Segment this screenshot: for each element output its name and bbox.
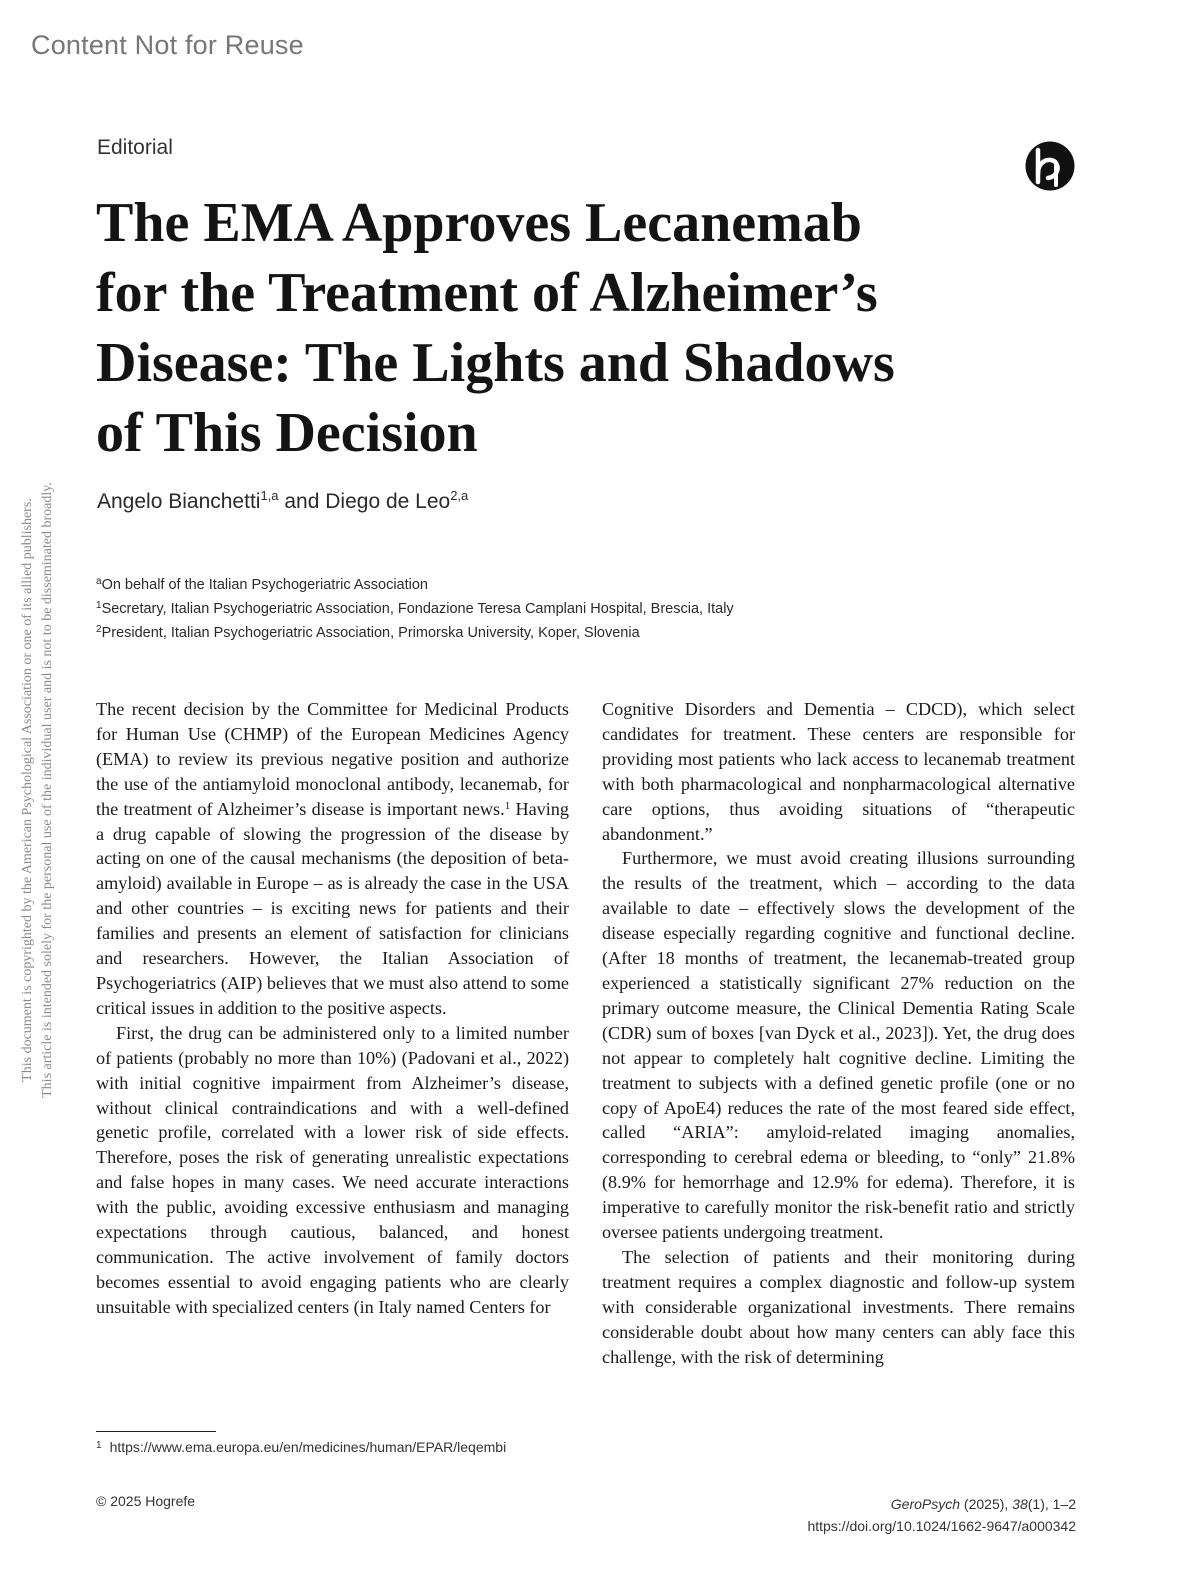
article-type-label: Editorial — [97, 136, 173, 159]
authors-joiner: and — [284, 490, 320, 513]
affiliation-mark: 1 — [96, 600, 102, 611]
body-column-right — [602, 697, 1075, 1369]
copyright-footer: © 2025 Hogrefe — [96, 1493, 196, 1509]
side-notice-line-1: This document is copyrighted by the American Psychological Association or one of its allied publishers. — [20, 498, 35, 1082]
title-line: for the Treatment of Alzheimer’s — [96, 262, 878, 324]
author-name: Angelo Bianchetti — [97, 490, 261, 513]
author-list — [97, 490, 468, 514]
journal-citation — [807, 1493, 1076, 1515]
content-not-for-reuse-watermark: Content Not for Reuse — [31, 30, 304, 60]
footnote-reference[interactable]: 1 — [504, 799, 511, 812]
affiliation-text: President, Italian Psychogeriatric Association, Primorska University, Koper, Slovenia — [101, 625, 640, 641]
doi-link[interactable]: https://doi.org/10.1024/1662-9647/a000342 — [807, 1518, 1076, 1534]
side-notice-line-2: This article is intended solely for the personal use of the individual user and is not to be disseminated broadly. — [40, 482, 55, 1098]
side-copyright-notice — [18, 482, 58, 1098]
footnote-link[interactable]: https://www.ema.europa.eu/en/medicines/human/EPAR/leqembi — [109, 1439, 507, 1455]
body-paragraph: Furthermore, we must avoid creating illusions surrounding the results of the treatment, which – according to the data available to date – effectively slows the development of the disease especially regarding cognitive and functional decline. (After 18 months of treatment, the lecanemab-treated group experienced a statistically significant 27% reduction on the primary outcome measure, the Clinical Dementia Rating Scale (CDR) sum of boxes [van Dyck et al., 2023]). Yet, the drug does not appear to completely halt cognitive decline. Limiting the treatment to subjects with a defined genetic profile (one or no copy of ApoE4) reduces the rate of the most feared side effect, called “ARIA”: amyloid-related imaging anomalies, corresponding to cerebral edema or bleeding, to “only” 21.8% (8.9% for hemorrhage and 12.9% for edema). Therefore, it is imperative to carefully monitor the risk-benefit ratio and strictly oversee patients undergoing treatment. — [602, 848, 1075, 1243]
footnote — [96, 1439, 506, 1455]
body-paragraph — [96, 697, 569, 1021]
affiliation-text: On behalf of the Italian Psychogeriatric Association — [101, 577, 428, 593]
journal-issue-pages: (1), 1–2 — [1027, 1496, 1076, 1512]
title-line: The EMA Approves Lecanemab — [96, 192, 862, 254]
article-title — [96, 188, 1056, 468]
journal-volume: 38 — [1012, 1496, 1028, 1512]
citation-footer — [807, 1493, 1076, 1537]
paragraph-text: Having a drug capable of slowing the progression of the disease by acting on one of the causal mechanisms (the deposition of beta-amyloid) available in Europe – as is already the case in the USA and other countries – is exciting news for patients and their families and presents an element of satisfaction for clinicians and researchers. However, the Italian Association of Psychogeriatrics (AIP) believes that we must also attend to some critical issues in addition to the positive aspects. — [96, 798, 569, 1018]
body-column-left — [96, 697, 569, 1320]
affiliation-item — [96, 597, 734, 621]
body-paragraph: The selection of patients and their monitoring during treatment requires a complex diagnostic and follow-up system with considerable organizational investments. There remains considerable doubt about how many centers can ably face this challenge, with the risk of determining — [602, 1246, 1075, 1367]
author-name: Diego de Leo — [325, 490, 451, 513]
affiliation-text: Secretary, Italian Psychogeriatric Association, Fondazione Teresa Camplani Hospital, Brescia, Italy — [101, 601, 734, 617]
journal-name: GeroPsych — [890, 1496, 961, 1512]
affiliation-mark: 2 — [96, 624, 102, 635]
affiliation-item — [96, 621, 734, 645]
footnote-mark: 1 — [96, 1440, 102, 1451]
affiliations — [96, 573, 734, 645]
title-line: of This Decision — [96, 402, 478, 464]
hogrefe-logo-icon — [1025, 141, 1075, 191]
footnote-divider — [96, 1431, 216, 1432]
affiliation-mark: a — [96, 576, 102, 587]
author-affiliation-mark: 1,a — [260, 488, 279, 503]
author-affiliation-mark: 2,a — [450, 488, 469, 503]
body-paragraph: First, the drug can be administered only to a limited number of patients (probably no more than 10%) (Padovani et al., 2022) with initial cognitive impairment from Alzheimer’s disease, without clinical contraindications and with a well-defined genetic profile, correlated with a lower risk of side effects. Therefore, poses the risk of generating unrealistic expectations and false hopes in many cases. We need accurate interactions with the public, avoiding excessive enthusiasm and managing expectations through cautious, balanced, and honest communication. The active involvement of family doctors becomes essential to avoid engaging patients who are clearly unsuitable with specialized centers (in Italy named Centers for — [96, 1022, 569, 1317]
affiliation-item — [96, 573, 734, 597]
body-paragraph: Cognitive Disorders and Dementia – CDCD), which select candidates for treatment. These centers are responsible for providing most patients who lack access to lecanemab treatment with both pharmacological and nonpharmacological alternative care options, thus avoiding situations of “therapeutic abandonment.” — [602, 699, 1075, 844]
title-line: Disease: The Lights and Shadows — [96, 332, 895, 394]
paragraph-text: The recent decision by the Committee for Medicinal Products for Human Use (CHMP) of the European Medicines Agency (EMA) to review its previous negative position and authorize the use of the antiamyloid monoclonal antibody, lecanemab, for the treatment of Alzheimer’s disease is important news. — [96, 699, 569, 819]
journal-year: (2025), — [960, 1496, 1013, 1512]
